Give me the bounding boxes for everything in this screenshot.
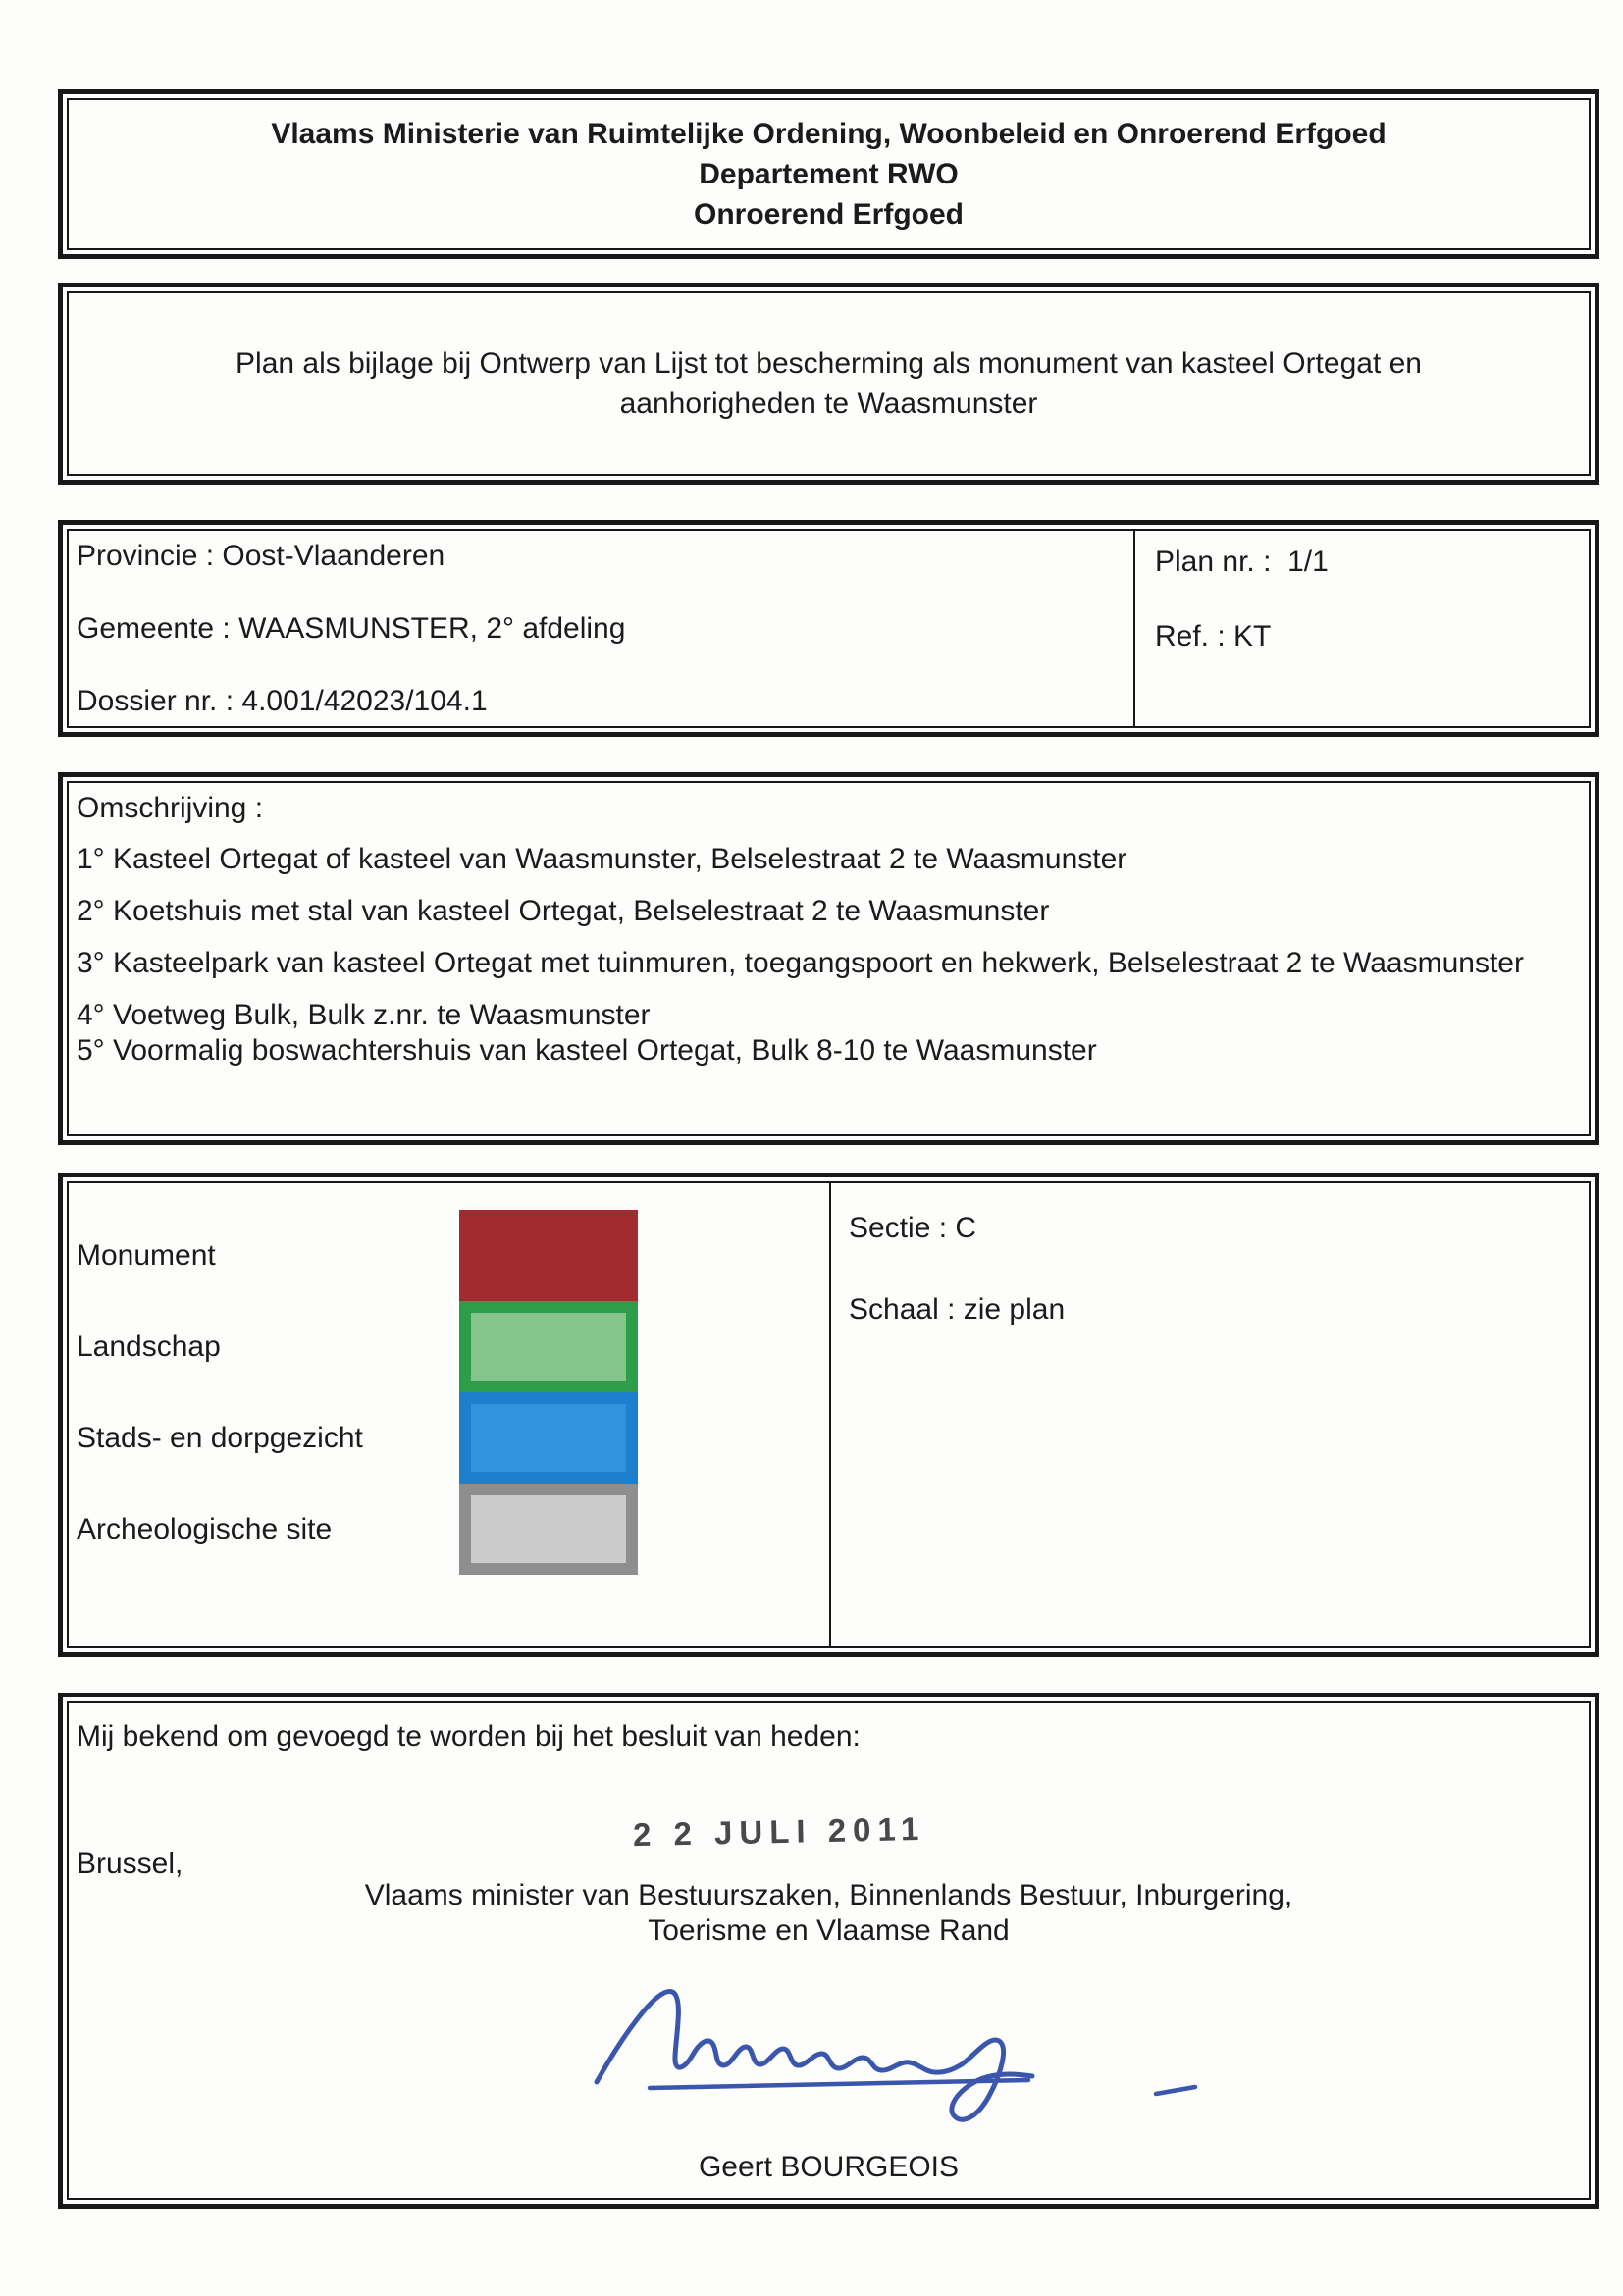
legend-row-stadsgezicht <box>77 1392 638 1484</box>
minister-title <box>69 1878 1589 1949</box>
description-box-inner <box>67 781 1591 1136</box>
plan-nr-row: Plan nr. : 1/1 <box>1155 546 1329 578</box>
dossier-row: Dossier nr. : 4.001/42023/104.1 <box>77 685 488 717</box>
description-item-2: 2° Koetshuis met stal van kasteel Ortegat, Belselestraat 2 te Waasmunster <box>77 895 1050 927</box>
header-box-inner <box>67 98 1591 250</box>
description-title: Omschrijving : <box>77 792 264 824</box>
details-right-column <box>1135 531 1589 654</box>
plan-title-box <box>58 283 1599 485</box>
details-box <box>58 520 1599 737</box>
legend-label-stadsgezicht: Stads- en dorpgezicht <box>77 1421 363 1454</box>
description-item-1: 1° Kasteel Ortegat of kasteel van Waasmunster, Belselestraat 2 te Waasmunster <box>77 843 1127 875</box>
legend-right-column <box>849 1211 1065 1328</box>
archeologische-site-color-swatch <box>459 1484 638 1575</box>
approval-box <box>58 1693 1599 2209</box>
approval-box-inner <box>67 1701 1591 2200</box>
header-box <box>58 89 1599 259</box>
legend-row-archeologische-site <box>77 1484 638 1575</box>
legend-label-archeologische-site: Archeologische site <box>77 1512 333 1545</box>
ministry-title-line1: Vlaams Ministerie van Ruimtelijke Ordening, Woonbeleid en Onroerend Erfgoed <box>271 118 1387 150</box>
minister-title-line2: Toerisme en Vlaamse Rand <box>648 1914 1010 1947</box>
sectie-row: Sectie : C <box>849 1212 977 1244</box>
description-item-5: 5° Voormalig boswachtershuis van kasteel Ortegat, Bulk 8-10 te Waasmunster <box>77 1034 1097 1067</box>
legend-label-landschap: Landschap <box>77 1330 221 1363</box>
description-item-3: 3° Kasteelpark van kasteel Ortegat met tuinmuren, toegangspoort en hekwerk, Belselestraat 2 te Waasmunster <box>77 947 1524 979</box>
legend-list <box>77 1210 638 1575</box>
legend-row-monument <box>77 1210 638 1301</box>
legend-label-monument: Monument <box>77 1238 216 1272</box>
gemeente-row: Gemeente : WAASMUNSTER, 2° afdeling <box>77 612 626 645</box>
schaal-row: Schaal : zie plan <box>849 1293 1066 1326</box>
signatory-name: Geert BOURGEOIS <box>698 2151 960 2183</box>
signature <box>579 1976 1207 2133</box>
legend-box-inner <box>67 1181 1591 1648</box>
description-box <box>58 772 1599 1145</box>
legend-column-divider <box>829 1183 831 1646</box>
details-left-column <box>69 531 1136 719</box>
signature-drawing <box>579 1976 1207 2133</box>
details-box-inner <box>67 529 1591 728</box>
stadsgezicht-swatch-fill <box>471 1404 626 1472</box>
monument-color-swatch <box>459 1210 638 1301</box>
stadsgezicht-color-swatch <box>459 1392 638 1484</box>
landschap-swatch-fill <box>471 1313 626 1381</box>
legend-box <box>58 1173 1599 1657</box>
plan-title-box-inner <box>67 291 1591 476</box>
date-stamp: 2 2 JULI 2011 <box>632 1809 926 1853</box>
place-label: Brussel, <box>77 1848 183 1880</box>
archeologische-site-swatch-fill <box>471 1495 626 1563</box>
plan-title-line2: aanhorigheden te Waasmunster <box>619 388 1038 420</box>
ministry-title-line2: Departement RWO <box>699 158 959 190</box>
plan-title-line1: Plan als bijlage bij Ontwerp van Lijst tot bescherming als monument van kasteel Ortegat en <box>236 347 1422 380</box>
minister-title-line1: Vlaams minister van Bestuurszaken, Binnenlands Bestuur, Inburgering, <box>364 1879 1293 1911</box>
monument-swatch-fill <box>471 1222 626 1289</box>
landschap-color-swatch <box>459 1301 638 1392</box>
ministry-title-line3: Onroerend Erfgoed <box>693 198 965 231</box>
description-item-4: 4° Voetweg Bulk, Bulk z.nr. te Waasmunster <box>77 999 651 1031</box>
legend-row-landschap <box>77 1301 638 1392</box>
province-row: Provincie : Oost-Vlaanderen <box>77 540 445 572</box>
ref-row: Ref. : KT <box>1155 620 1272 652</box>
approval-statement: Mij bekend om gevoegd te worden bij het besluit van heden: <box>77 1720 861 1752</box>
